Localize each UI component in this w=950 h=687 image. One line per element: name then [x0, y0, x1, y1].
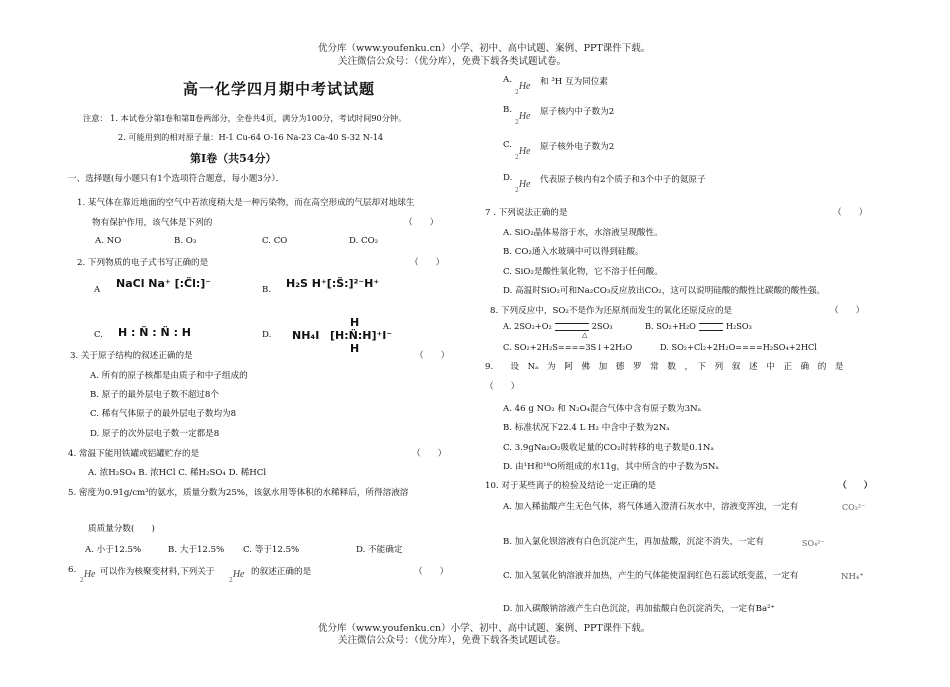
q7-option-a: A. SiO₂晶体易溶于水，水溶液呈现酸性。: [503, 228, 663, 238]
q10-option-c-ion: NH₄⁺: [841, 572, 864, 582]
reversible-arrow-icon: [699, 323, 723, 331]
q3-paren: （ ）: [415, 351, 450, 361]
q6-option-d-isotope: [515, 172, 531, 194]
q8-option-d: D. SO₂+Cl₂+2H₂O====H₂SO₄+2HCl: [660, 342, 817, 352]
q10-option-a: A. 加入稀盐酸产生无色气体，将气体通入澄清石灰水中，溶液变浑浊，一定有: [503, 502, 799, 512]
notes-line-2: 2. 可能用到的相对原子量：H-1 Cu-64 O-16 Na-23 Ca-40 S-32 N-14: [118, 132, 384, 142]
q7-paren: （ ）: [833, 208, 868, 218]
isotope-symbol: He: [232, 569, 245, 580]
isotope-symbol: He: [518, 81, 531, 92]
q2-option-d-label: D.: [262, 330, 272, 340]
q6-option-b-text: 原子核内中子数为2: [540, 107, 615, 117]
isotope-atomic-number: 2: [515, 187, 519, 194]
q7-option-b: B. CO₂通入水玻璃中可以得到硅酸。: [503, 247, 644, 257]
q10-option-b-ion: SO₄²⁻: [802, 539, 825, 548]
q1-option-d: D. CO₂: [349, 236, 379, 246]
q6-option-b-prefix: B.: [503, 105, 513, 115]
isotope-atomic-number: 2: [515, 89, 519, 96]
q8-stem: 8. 下列反应中，SO₂不是作为还原剂而发生的氧化还原反应的是: [490, 306, 733, 316]
q2-paren: （ ）: [410, 258, 445, 268]
q2-option-c-formula: H : N̈ : N̈ : H: [118, 326, 191, 339]
q2-option-d-bottom: H: [350, 342, 360, 355]
q6-option-a-isotope: [515, 74, 531, 96]
q2-option-d-top: H: [350, 316, 360, 329]
q3-option-b: B. 原子的最外层电子数不超过8个: [90, 390, 219, 400]
q3-option-c: C. 稀有气体原子的最外层电子数均为8: [90, 409, 237, 419]
q1-stem-2: 物有保护作用，该气体是下列的: [92, 218, 213, 228]
q8-option-b-right: H₂SO₃: [725, 321, 752, 331]
q6-paren: （ ）: [414, 567, 449, 577]
q6-text-2: 的叙述正确的是: [251, 567, 312, 577]
q10-option-d: D. 加入碳酸钠溶液产生白色沉淀，再加盐酸白色沉淀消失，一定有Ba²⁺: [503, 604, 776, 614]
q5-option-d: D. 不能确定: [356, 545, 403, 555]
q4-options: A. 浓H₂SO₄ B. 浓HCl C. 稀H₂SO₄ D. 稀HCl: [88, 468, 267, 478]
q9-option-d: D. 由¹H和¹⁸O所组成的水11g，其中所含的中子数为5Nₐ: [503, 462, 719, 472]
q3-stem: 3. 关于原子结构的叙述正确的是: [70, 351, 193, 361]
isotope-symbol: He: [83, 569, 96, 580]
q7-stem: 7 . 下列说法正确的是: [485, 208, 568, 218]
q2-option-b-formula: H₂S H⁺[:S̈:]²⁻H⁺: [286, 277, 380, 290]
isotope-atomic-number: 2: [515, 119, 519, 126]
isotope-symbol: He: [518, 179, 531, 190]
q2-option-a-formula: NaCl Na⁺ [:C̈l:]⁻: [116, 277, 212, 290]
q6-option-c-text: 原子核外电子数为2: [540, 142, 615, 152]
q10-option-c: C. 加入氢氧化钠溶液并加热，产生的气体能使湿润红色石蕊试纸变蓝，一定有: [503, 571, 799, 581]
q6-option-d-prefix: D.: [503, 173, 513, 183]
q8-option-c: C. SO₂+2H₂S====3S↓+2H₂O: [503, 342, 633, 352]
q8-paren: （ ）: [830, 306, 865, 316]
isotope-symbol: He: [518, 111, 531, 122]
q1-option-b: B. O₃: [174, 236, 197, 246]
q6-isotope-1: [80, 562, 96, 584]
q2-option-d-formula: NH₄I: [292, 329, 320, 342]
q4-paren: （ ）: [412, 449, 447, 459]
q6-option-d-text: 代表原子核内有2个质子和3个中子的氦原子: [540, 175, 706, 185]
q1-option-a: A. NO: [95, 236, 122, 246]
q9-option-a: A. 46 g NO₂ 和 N₂O₄混合气体中含有原子数为3Nₐ: [503, 404, 701, 414]
q6-option-c-prefix: C.: [503, 140, 513, 150]
q2-stem: 2. 下列物质的电子式书写正确的是: [77, 258, 209, 268]
header-line-1: 优分库（www.youfenku.cn）小学、初中、高中试题、案例、PPT课件下载。: [318, 43, 651, 54]
q2-option-c-label: C.: [94, 330, 104, 340]
q2-option-b-label: B.: [262, 285, 272, 295]
q2-option-d-bracket: [H:N̈:H]⁺I⁻: [330, 329, 393, 342]
q5-option-c: C. 等于12.5%: [243, 545, 300, 555]
q8-option-a: [503, 321, 613, 331]
q1-option-c: C. CO: [262, 236, 288, 246]
header-line-2: 关注微信公众号：（优分库），免费下载各类试题试卷。: [338, 56, 567, 67]
q9-option-b: B. 标准状况下22.4 L H₂ 中含中子数为2Nₐ: [503, 423, 670, 433]
q2-option-a-label: A: [94, 285, 101, 295]
q3-option-d: D. 原子的次外层电子数一定都是8: [90, 429, 220, 439]
q6-option-b-isotope: [515, 104, 531, 126]
section-title: 第Ⅰ卷（共54分）: [190, 152, 277, 165]
q10-option-a-ion: CO₃²⁻: [842, 503, 866, 512]
q6-option-c-isotope: [515, 139, 531, 161]
q9-option-c: C. 3.9gNa₂O₂吸收足量的CO₂时转移的电子数是0.1Nₐ: [503, 443, 714, 453]
q9-stem-1: 9. 设 Nₐ 为 阿 佛 加 德 罗 常 数 ， 下 列 叙 述 中 正 确 的 是: [485, 362, 844, 372]
isotope-atomic-number: 2: [515, 154, 519, 161]
q4-stem: 4. 常温下能用铁罐或铝罐贮存的是: [68, 449, 200, 459]
footer-line-2: 关注微信公众号：（优分库），免费下载各类试题试卷。: [338, 635, 567, 646]
q6-option-a-prefix: A.: [503, 75, 512, 85]
reversible-arrow-icon: [555, 323, 589, 331]
isotope-atomic-number: 2: [80, 577, 84, 584]
q10-option-b: B. 加入氯化钡溶液有白色沉淀产生，再加盐酸，沉淀不消失，一定有: [503, 537, 764, 547]
q1-stem-1: 1. 某气体在靠近地面的空气中若浓度稍大是一种污染物，而在高空形成的气层却对地球生: [77, 198, 415, 208]
q8-option-a-right: 2SO₃: [591, 321, 613, 331]
q5-stem-1: 5. 密度为0.91g/cm³的氨水，质量分数为25%，该氨水用等体积的水稀释后，所得溶液溶: [68, 488, 409, 498]
q10-paren: （ ）: [838, 481, 873, 491]
q7-option-d: D. 高温时SiO₂可和Na₂CO₃反应放出CO₂，这可以说明硅酸的酸性比碳酸的酸性强。: [503, 286, 826, 296]
q8-option-a-condition: △: [582, 331, 588, 339]
footer-line-1: 优分库（www.youfenku.cn）小学、初中、高中试题、案例、PPT课件下载。: [318, 623, 651, 634]
isotope-atomic-number: 2: [229, 577, 233, 584]
q6-option-a-text: 和 ³H 互为同位素: [540, 77, 608, 87]
q3-option-a: A. 所有的原子核都是由质子和中子组成的: [90, 371, 248, 381]
q5-stem-2: 质质量分数( ): [88, 524, 155, 534]
q1-paren: （ ）: [404, 218, 439, 228]
q10-stem: 10. 对于某些离子的检验及结论一定正确的是: [485, 481, 657, 491]
q6-number: 6.: [68, 565, 77, 575]
q8-option-a-left: A. 2SO₂+O₂: [503, 321, 552, 331]
q9-stem-2: （ ）: [485, 382, 520, 392]
notes-line-1: 注意： 1. 本试卷分第Ⅰ卷和第Ⅱ卷两部分，全卷共4页，满分为100分，考试时间90分钟。: [83, 113, 407, 123]
q8-option-b: [645, 321, 752, 331]
q7-option-c: C. SiO₂是酸性氧化物，它不溶于任何酸。: [503, 267, 663, 277]
page-title: 高一化学四月期中考试试题: [183, 80, 376, 98]
q5-option-b: B. 大于12.5%: [168, 545, 225, 555]
q6-text-1: 可以作为核聚变材料,下列关于: [100, 567, 215, 577]
q5-option-a: A. 小于12.5%: [85, 545, 142, 555]
part1-heading: 一、选择题(每小题只有1个选项符合题意，每小题3分）．: [68, 174, 285, 184]
isotope-symbol: He: [518, 146, 531, 157]
q6-isotope-2: [229, 562, 245, 584]
q8-option-b-left: B. SO₂+H₂O: [645, 321, 696, 331]
